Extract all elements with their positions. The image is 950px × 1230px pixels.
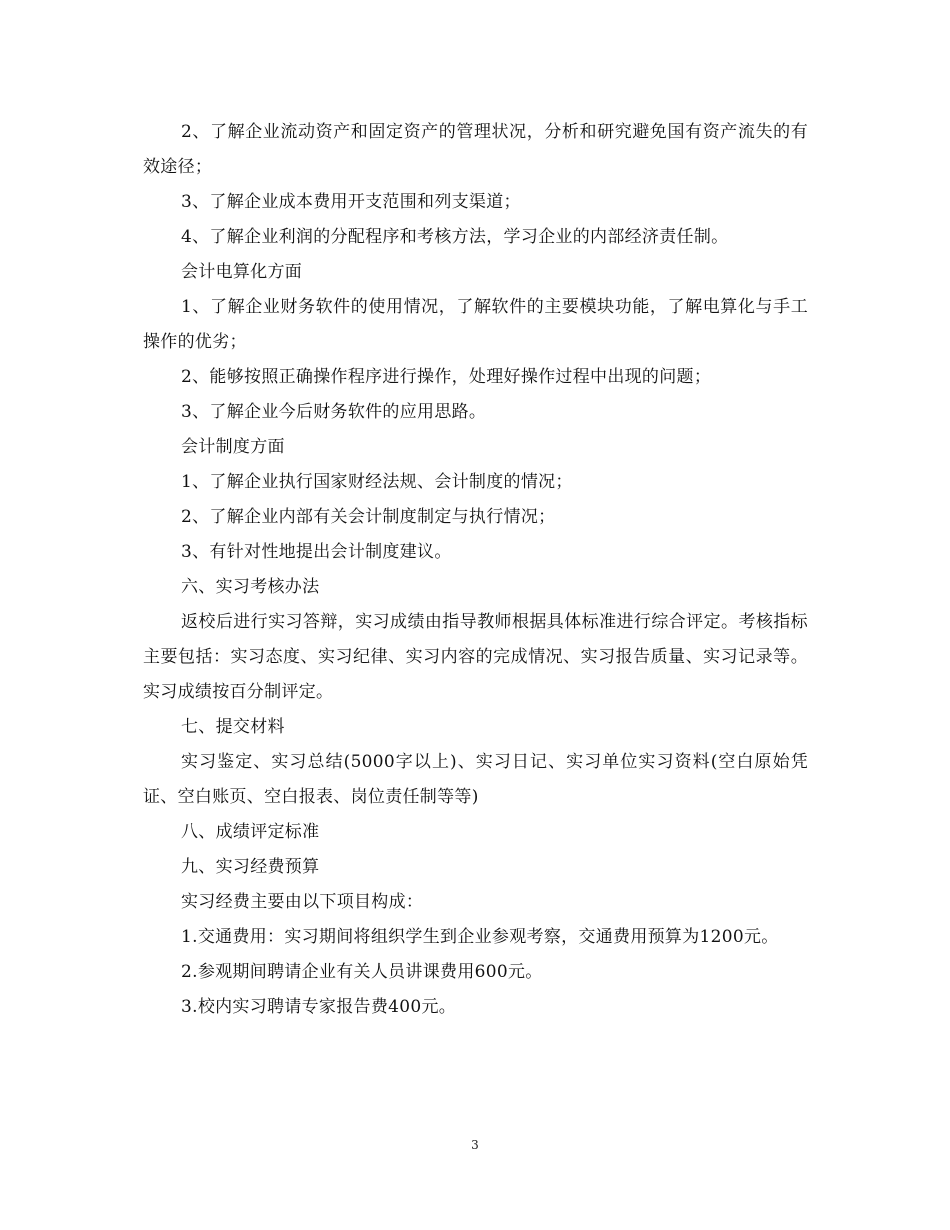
paragraph: 实习经费主要由以下项目构成： (181, 892, 424, 912)
document-body (143, 115, 808, 1025)
paragraph: 2.参观期间聘请企业有关人员讲课费用600元。 (181, 962, 543, 982)
paragraph: 4、了解企业利润的分配程序和考核方法，学习企业的内部经济责任制。 (181, 227, 729, 247)
paragraph: 2、了解企业流动资产和固定资产的管理状况，分析和研究避免国有资产流失的有效途径； (143, 122, 808, 177)
section-heading: 九、实习经费预算 (181, 857, 320, 877)
section-heading: 六、实习考核办法 (181, 577, 320, 597)
paragraph: 3、了解企业今后财务软件的应用思路。 (181, 402, 487, 422)
paragraph: 2、了解企业内部有关会计制度制定与执行情况； (181, 507, 556, 527)
paragraph: 实习鉴定、实习总结(5000字以上)、实习日记、实习单位实习资料(空白原始凭证、空白账页、空白报表、岗位责任制等等) (143, 752, 808, 807)
paragraph: 3、有针对性地提出会计制度建议。 (181, 542, 452, 562)
paragraph: 3.校内实习聘请专家报告费400元。 (181, 997, 457, 1017)
section-heading: 会计制度方面 (181, 437, 285, 457)
paragraph: 返校后进行实习答辩，实习成绩由指导教师根据具体标准进行综合评定。考核指标主要包括：实习态度、实习纪律、实习内容的完成情况、实习报告质量、实习记录等。实习成绩按百分制评定。 (143, 612, 808, 702)
section-heading: 会计电算化方面 (181, 262, 303, 282)
paragraph: 1、了解企业财务软件的使用情况，了解软件的主要模块功能，了解电算化与手工操作的优劣； (143, 297, 808, 352)
page-number: 3 (471, 1138, 479, 1152)
section-heading: 八、成绩评定标准 (181, 822, 320, 842)
paragraph: 1、了解企业执行国家财经法规、会计制度的情况； (181, 472, 573, 492)
paragraph: 3、了解企业成本费用开支范围和列支渠道； (181, 192, 521, 212)
paragraph: 1.交通费用：实习期间将组织学生到企业参观考察，交通费用预算为1200元。 (181, 927, 779, 947)
paragraph: 2、能够按照正确操作程序进行操作，处理好操作过程中出现的问题； (181, 367, 712, 387)
section-heading: 七、提交材料 (181, 717, 285, 737)
